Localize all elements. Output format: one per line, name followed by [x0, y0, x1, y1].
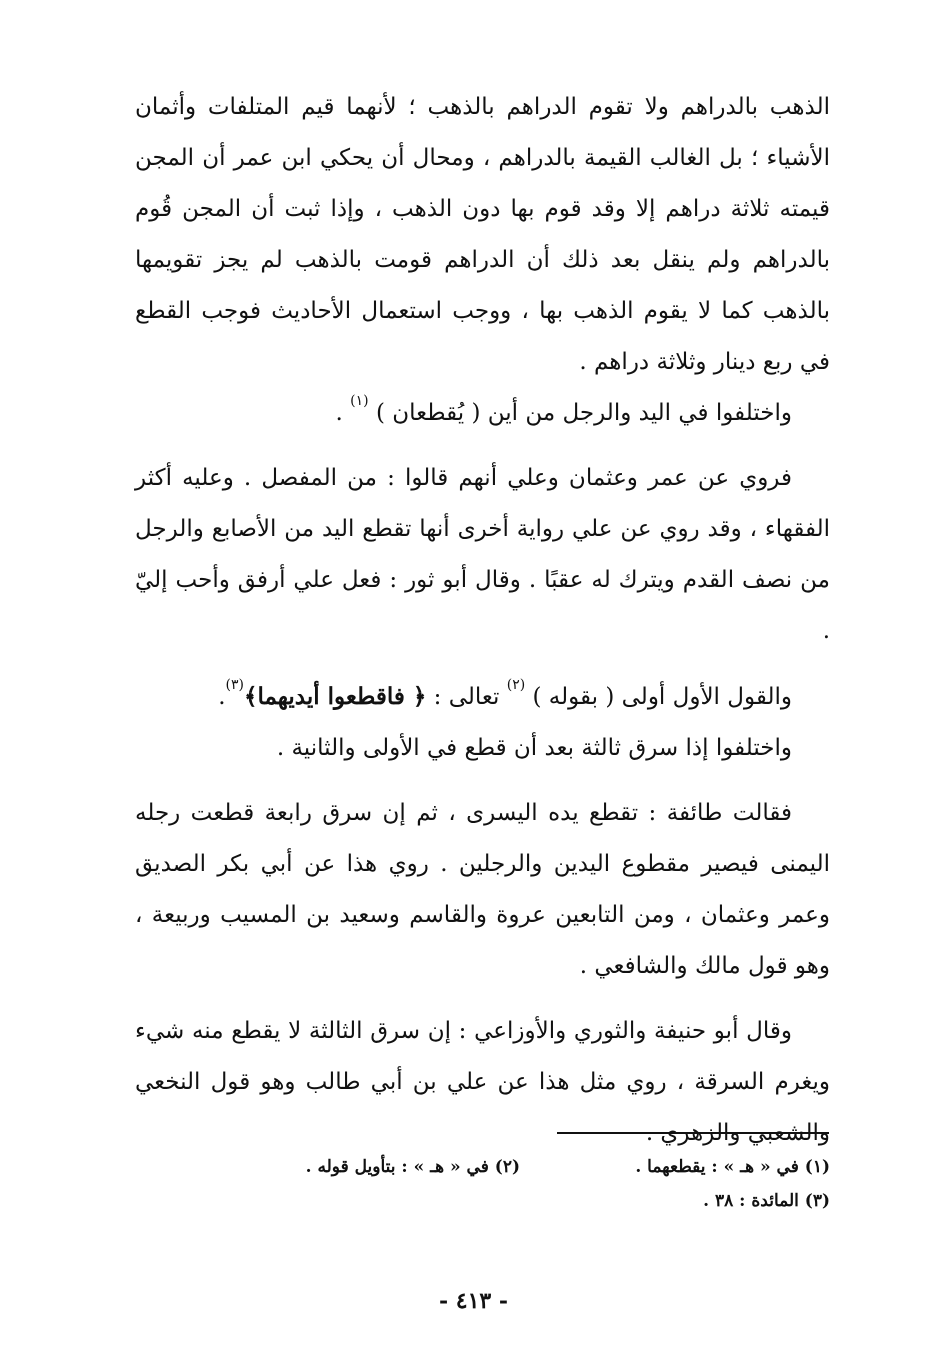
- paragraph-4: [135, 671, 830, 723]
- paragraph-6-text: فقالت طائفة : تقطع يده اليسرى ، ثم إن سرق رابعة قطعت رجله اليمنى فيصير مقطوع اليدين والرجلين . روي هذا عن أبي بكر الصديق وعمر وعثمان ، ومن التابعين عروة والقاسم وسعيد بن المسيب وربيعة ، وهو قول مالك والشافعي .: [135, 800, 830, 979]
- footnote-3: (٣) المائدة : ٣٨ .: [703, 1191, 830, 1211]
- paragraph-3: [135, 453, 830, 657]
- paragraph-5-text: واختلفوا إذا سرق ثالثة بعد أن قطع في الأولى والثانية .: [276, 735, 792, 761]
- main-text: [135, 82, 830, 1159]
- footnotes: [135, 1150, 830, 1218]
- footnote-ref-3: (٣): [225, 677, 244, 694]
- quran-quote: ﴿ فاقطعوا أيديهما﴾: [243, 683, 427, 710]
- footnote-ref-1: (١): [350, 393, 369, 410]
- paragraph-4-text: والقول الأول أولى ( بقوله ): [532, 684, 792, 710]
- paragraph-1-text: الذهب بالدراهم ولا تقوم الدراهم بالذهب ؛ لأنهما قيم المتلفات وأثمان الأشياء ؛ بل الغالب القيمة بالدراهم ، ومحال أن يحكي ابن عمر أن المجن قيمته ثلاثة دراهم إلا وقد قوم بها دون الذهب ، وإذا ثبت أن المجن قُوم بالدراهم ولم ينقل بعد ذلك أن الدراهم قومت بالذهب لم يجز تقويمها بالذهب كما لا يقوم الذهب بها ، ووجب استعمال الأحاديث فوجب القطع في ربع دينار وثلاثة دراهم .: [135, 94, 830, 375]
- paragraph-2-text: واختلفوا في اليد والرجل من أين ( يُقطعان ): [375, 400, 792, 426]
- paragraph-4-middle: تعالى :: [426, 684, 507, 710]
- footnote-ref-2: (٢): [506, 677, 526, 694]
- paragraph-7-text: وقال أبو حنيفة والثوري والأوزاعي : إن سرق الثالثة لا يقطع منه شيء ويغرم السرقة ، روي مثل هذا عن علي بن أبي طالب وهو قول النخعي والشعبي والزهري .: [135, 1018, 830, 1146]
- footnote-row-1: [135, 1150, 830, 1184]
- footnote-1: (١) في « هـ » : يقطعهما .: [635, 1157, 830, 1177]
- paragraph-2: [135, 388, 830, 439]
- paragraph-6: [135, 788, 830, 992]
- paragraph-7: [135, 1006, 830, 1159]
- paragraph-4-tail: .: [218, 684, 226, 710]
- page-number: - ٤١٣ -: [438, 1288, 509, 1314]
- paragraph-5: [135, 723, 830, 774]
- paragraph-1: [135, 82, 830, 388]
- footnote-row-2: [135, 1184, 830, 1218]
- footnote-separator: [557, 1132, 829, 1134]
- footnote-2: (٢) في « هـ » : بتأويل قوله .: [305, 1157, 520, 1177]
- paragraph-3-text: فروي عن عمر وعثمان وعلي أنهم قالوا : من المفصل . وعليه أكثر الفقهاء ، وقد روي عن علي رواية أخرى أنها تقطع اليد من الأصابع والرجل من نصف القدم ويترك له عقبًا . وقال أبو ثور : فعل علي أرفق وأحب إليّ .: [135, 465, 830, 644]
- paragraph-2-tail: .: [335, 400, 351, 426]
